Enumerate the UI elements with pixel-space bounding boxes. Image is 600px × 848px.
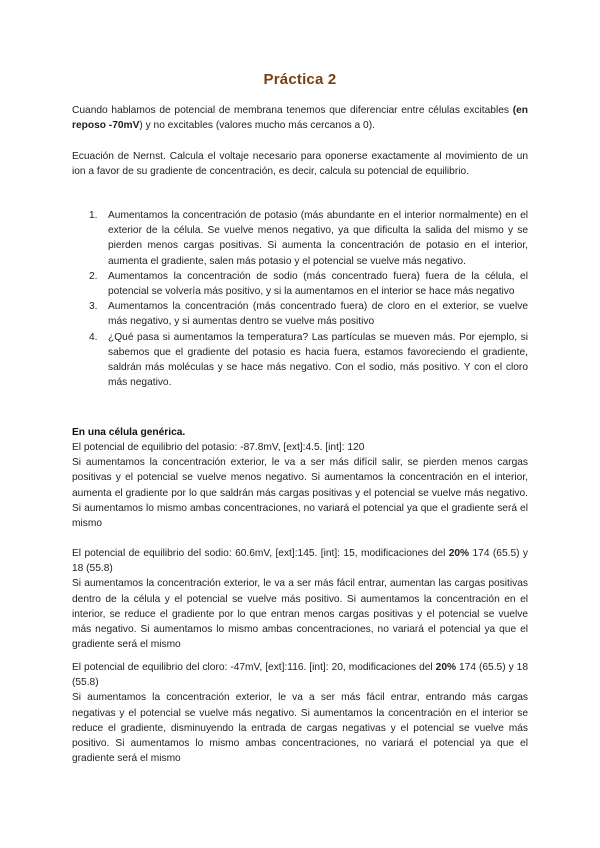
potasio-explanation: Si aumentamos la concentración exterior, le va a ser más difícil salir, se pierden menos cargas positivas y el potencial se vuelve menos negativo. Si aumentamos la concentración en el interior, aumenta el gradiente por lo que saldrán más cargas positivas y el potencial se vuelve más negativo. Si aumentamos lo mismo ambas concentraciones, no variará el potencial ya que el gradiente será el mismo [72,457,528,530]
cloro-equilibrium-line [72,660,528,690]
list-item-number: 4. [89,331,98,343]
cloro-explanation: Si aumentamos la concentración exterior, le va a ser más fácil entrar, entrando más cargas negativas y el potencial se vuelve más negativo. Si aumentamos la concentración en el interior se reduce el gradiente, disminuyendo la entrada de cargas negativas y el potencial se vuelve más positivo. Si aumentamos lo mismo ambas concentraciones, no variará el potencial ya que el gradiente será el mismo [72,692,528,765]
cloro-line-text-end: 174 (65.5) y 18 (55.8) [72,662,529,689]
list-item [72,208,528,269]
list-item [72,269,528,299]
sodio-line-bold: 20% [448,548,470,559]
list-item-number: 2. [89,270,98,282]
list-item-text: Aumentamos la concentración de sodio (más concentrado fuera) fuera de la célula, el potencial se volvería más positivo, y si la aumentamos en el interior se hace más negativo [108,270,528,298]
list-item [72,330,528,391]
intro-text-end: ) y no excitables (valores mucho más cercanos a 0). [139,120,375,132]
list-item-number: 1. [89,210,98,221]
nernst-paragraph: Ecuación de Nernst. Calcula el voltaje necesario para oponerse exactamente al movimiento de un ion a favor de su gradiente de concentración, es decir, calcula su potencial de equilibrio. [72,151,528,178]
section-heading: En una célula genérica. [72,427,186,438]
sodio-line-text-end: 174 (65.5) y 18 (55.8) [72,548,528,575]
list-item-text: ¿Qué pasa si aumentamos la temperatura? Las partículas se mueven más. Por ejemplo, si sabemos que el gradiente del potasio es hacia fuera, estamos favoreciendo el gradiente, saldrán más moléculas y se hace más negativo. Con el sodio, más positivo. Y con el cloro más negativo. [108,331,528,389]
intro-text: Cuando hablamos de potencial de membrana tenemos que diferenciar entre células excitables [72,105,513,116]
intro-paragraph [72,103,528,133]
cloro-line-text: El potencial de equilibrio del cloro: -47mV, [ext]:116. [int]: 20, modificaciones del [72,662,436,673]
intro-bold: (en reposo -70mV [72,105,528,132]
sodio-block [72,546,528,652]
list-item-number: 3. [89,301,98,313]
list-item [72,299,528,329]
potasio-equilibrium-line: El potencial de equilibrio del potasio: -87.8mV, [ext]:4.5. [int]: 120 [72,442,365,453]
potasio-block [72,440,528,531]
cloro-line-bold: 20% [435,662,457,673]
cloro-block [72,660,528,766]
sodio-equilibrium-line [72,546,528,576]
numbered-list [72,208,528,390]
sodio-explanation: Si aumentamos la concentración exterior, le va a ser más fácil entrar, aumentan las cargas positivas dentro de la célula y el potencial se vuelve más positivo. Si aumentamos la concentración en el interior, se reduce el gradiente por lo que entran menos cargas positivas y el potencial se vuelve más negativo. Si aumentamos lo mismo ambas concentraciones, no variará el potencial ya que el gradiente será el mismo [72,578,528,651]
list-item-text: Aumentamos la concentración (más concentrado fuera) de cloro en el exterior, se vuelve más negativo, y si aumentas dentro se vuelve más positivo [108,301,528,328]
page-title: Práctica 2 [263,71,337,88]
sodio-line-text: El potencial de equilibrio del sodio: 60.6mV, [ext]:145. [int]: 15, modificaciones del [72,548,449,559]
list-item-text: Aumentamos la concentración de potasio (más abundante en el interior normalmente) en el exterior de la célula. Se vuelve menos negativo, ya que dificulta la salida del mismo y se pierden menos cargas positivas. Si aumenta la concentración de potasio en el interior, aumenta el gradiente, salen más potasio y el potencial se vuelve más negativo. [108,210,528,267]
